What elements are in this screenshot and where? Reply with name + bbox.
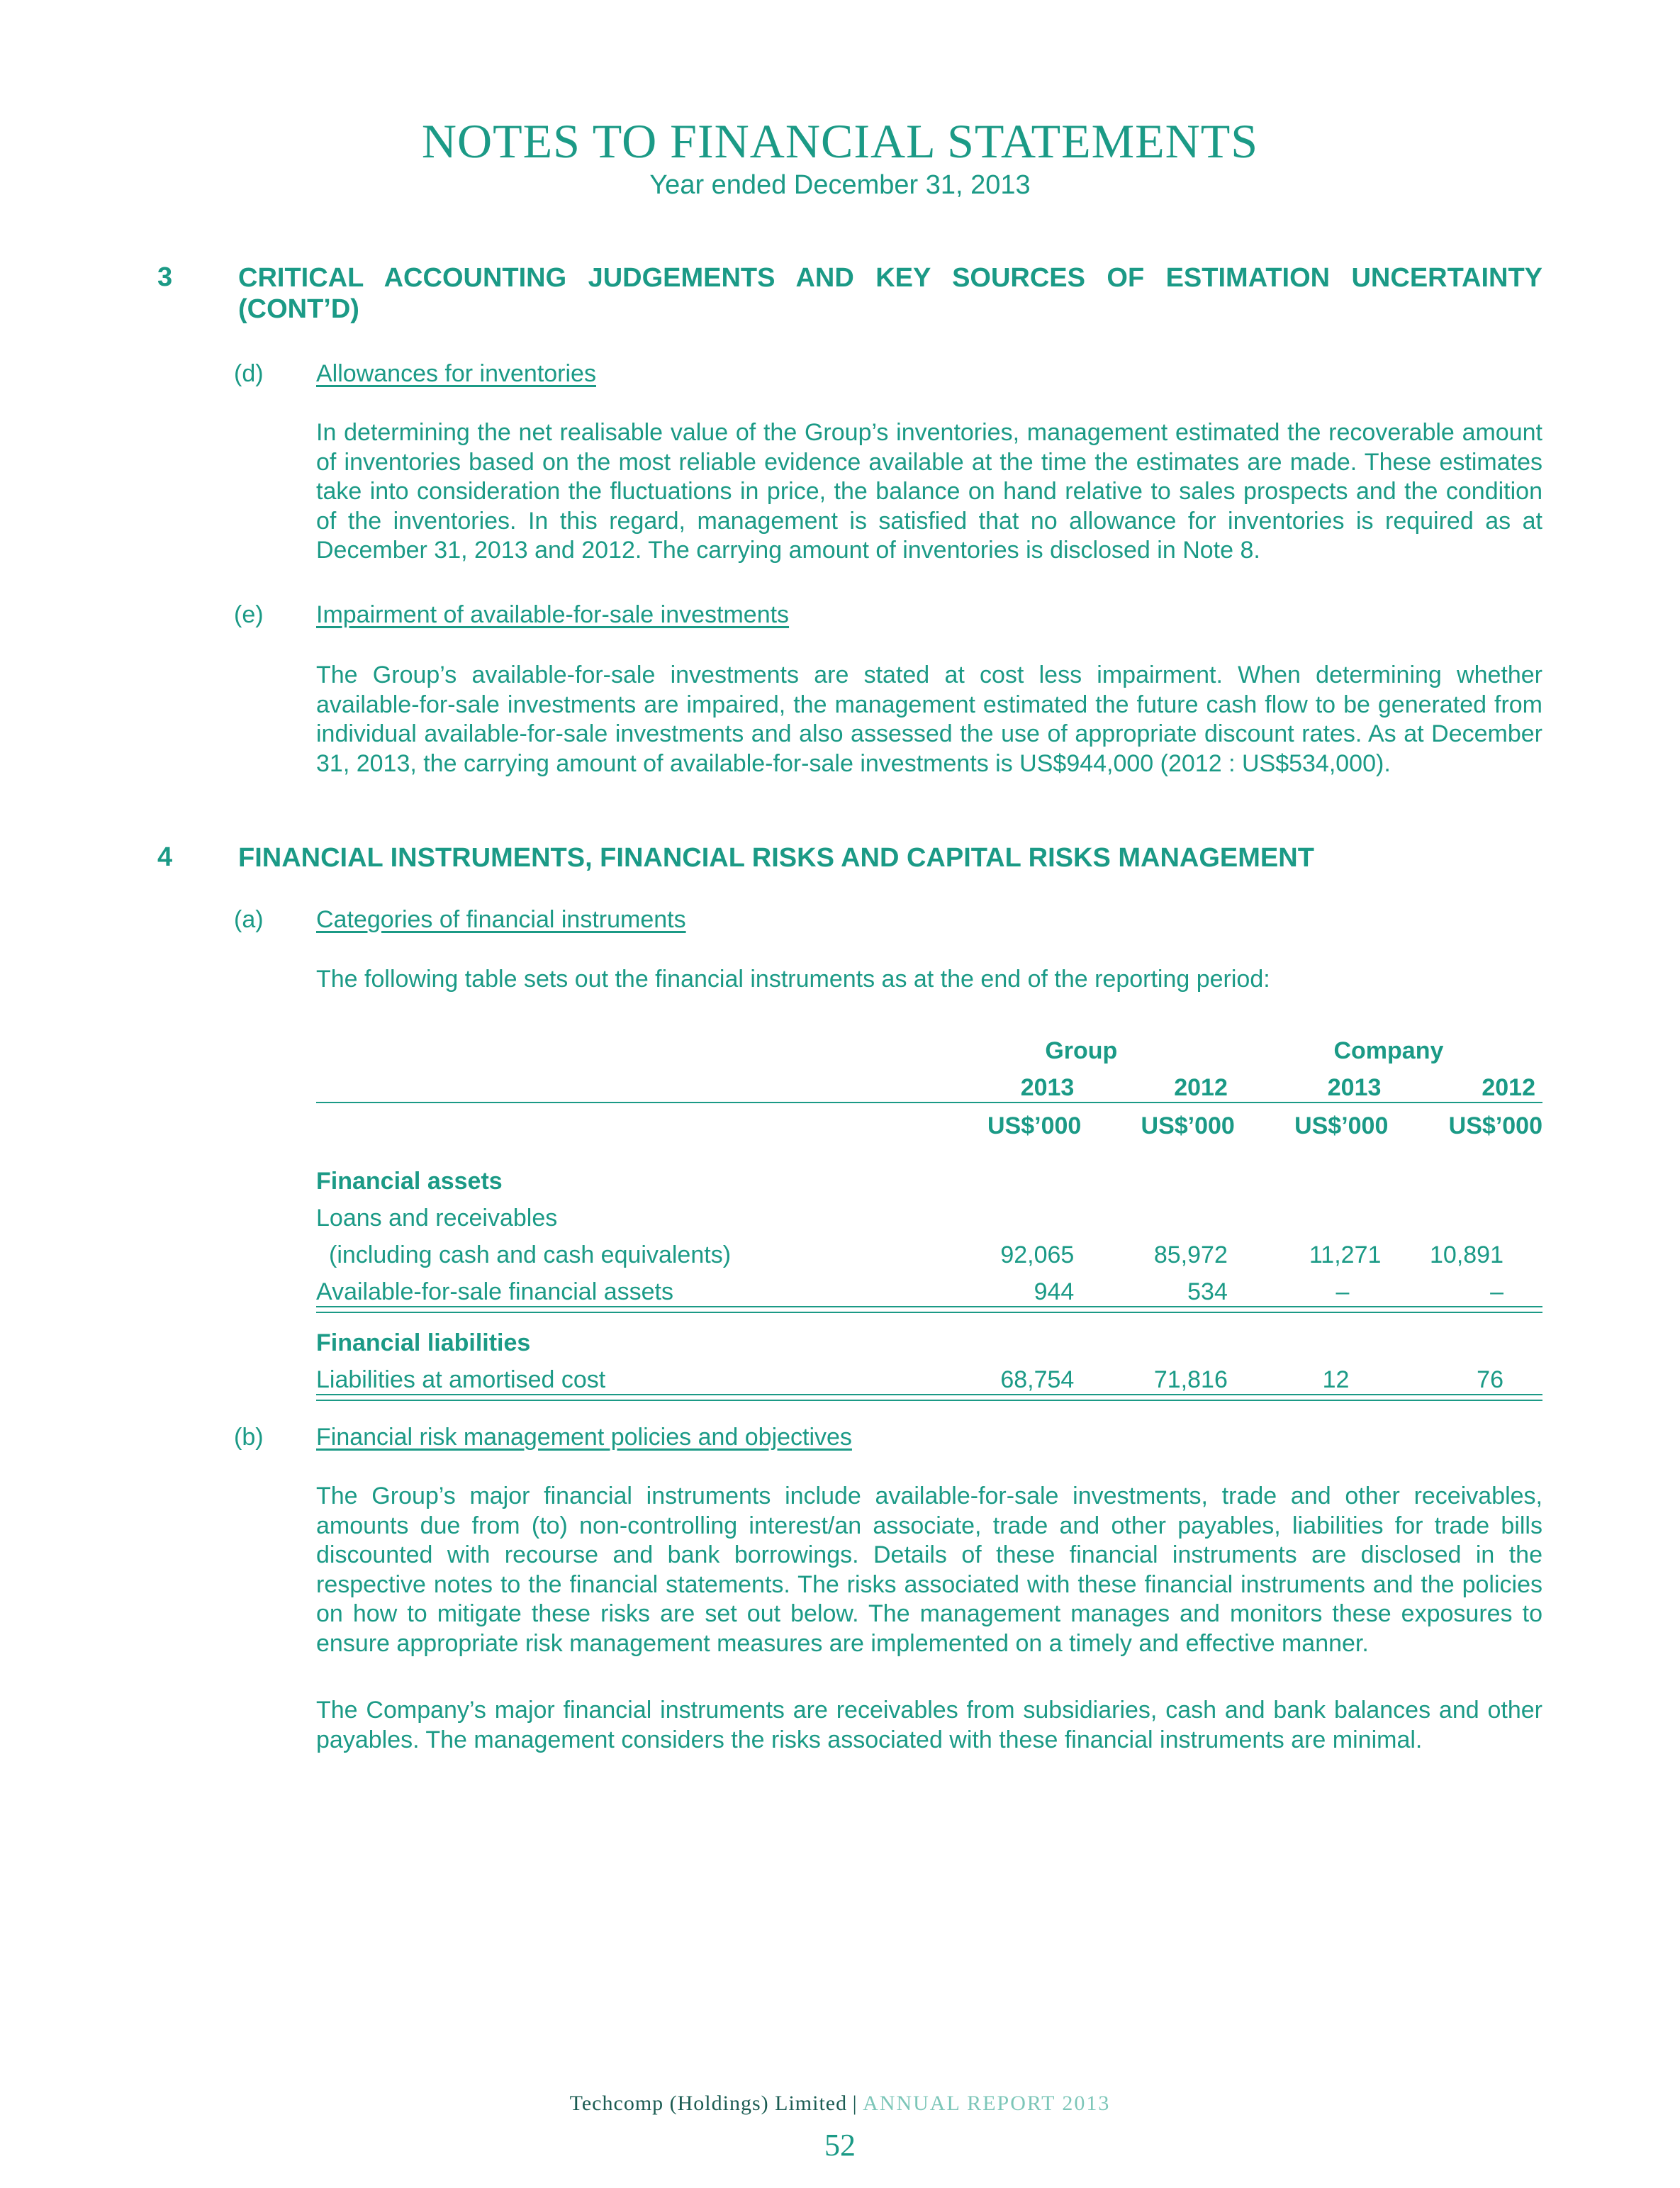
table-row xyxy=(316,1312,1542,1357)
year-header: 2013 xyxy=(1020,1074,1075,1101)
double-rule-row xyxy=(316,1307,1542,1312)
unit-header: US$’000 xyxy=(1388,1103,1542,1140)
section-4-number: 4 xyxy=(157,842,173,872)
section-4-title: FINANCIAL INSTRUMENTS, FINANCIAL RISKS AND CAPITAL RISKS MANAGEMENT xyxy=(238,843,1314,873)
section-3-number: 3 xyxy=(157,262,173,292)
company-header: Company xyxy=(1333,1037,1444,1064)
page-title: NOTES TO FINANCIAL STATEMENTS xyxy=(421,114,1259,168)
spacer-row xyxy=(316,1140,1542,1159)
page-subtitle: Year ended December 31, 2013 xyxy=(649,170,1031,200)
table-cell: 10,891 xyxy=(1430,1241,1503,1268)
unit-header: US$’000 xyxy=(928,1103,1082,1140)
note-4b-text-1: The Group’s major financial instruments include available-for-sale investments, trade and other receivables, amounts due from (to) non-controlling interest/an associate, trade and other payables, liabilities for trade bills discounted with recourse and bank borrowings. Details of these financial instruments are disclosed in the respective notes to the financial statements. The risks associated with these financial instruments and the policies on how to mitigate these risks are set out below. The management manages and monitors these exposures to ensure appropriate risk management measures are implemented on a timely and effective manner. xyxy=(316,1483,1542,1657)
table-header-row-years xyxy=(316,1065,1542,1103)
note-4a-title: Categories of financial instruments xyxy=(316,906,686,933)
table-row xyxy=(316,1357,1542,1395)
financial-instruments-table xyxy=(316,1028,1542,1401)
group-header: Group xyxy=(1045,1037,1118,1064)
year-header: 2012 xyxy=(1174,1074,1228,1101)
table-cell: 12 xyxy=(1235,1357,1389,1395)
table-cell: 534 xyxy=(1081,1269,1235,1307)
note-3d-letter: (d) xyxy=(234,360,264,387)
unit-header: US$’000 xyxy=(1235,1103,1389,1140)
table-row xyxy=(316,1159,1542,1195)
table-cell: 11,271 xyxy=(1309,1241,1382,1268)
table-row xyxy=(316,1195,1542,1232)
table-row xyxy=(316,1232,1542,1269)
note-4a-letter: (a) xyxy=(234,906,264,933)
financial-liabilities-heading: Financial liabilities xyxy=(316,1329,531,1356)
table-header-row-group xyxy=(316,1028,1542,1065)
table-header-row-units xyxy=(316,1103,1542,1140)
table-row xyxy=(316,1269,1542,1307)
note-4a-intro: The following table sets out the financial instruments as at the end of the reporting period: xyxy=(316,966,1270,993)
table-cell: 85,972 xyxy=(1153,1241,1228,1268)
loans-label-line1: Loans and receivables xyxy=(316,1205,558,1232)
note-4b-letter: (b) xyxy=(234,1424,264,1451)
note-3d-title: Allowances for inventories xyxy=(316,360,596,387)
table-cell: 68,754 xyxy=(928,1357,1082,1395)
section-3-title: CRITICAL ACCOUNTING JUDGEMENTS AND KEY SOURCES OF ESTIMATION UNCERTAINTY (CONT’D) xyxy=(238,263,1542,324)
unit-header: US$’000 xyxy=(1081,1103,1235,1140)
note-3e-letter: (e) xyxy=(234,601,264,628)
table-cell: – xyxy=(1235,1269,1389,1307)
liab-label: Liabilities at amortised cost xyxy=(316,1357,928,1395)
footer-separator: | xyxy=(852,2092,858,2115)
note-4b-title: Financial risk management policies and objectives xyxy=(316,1424,852,1451)
afs-label: Available-for-sale financial assets xyxy=(316,1269,928,1307)
table-cell: 71,816 xyxy=(1081,1357,1235,1395)
financial-assets-heading: Financial assets xyxy=(316,1168,503,1195)
note-3e-text: The Group’s available-for-sale investments are stated at cost less impairment. When determining whether available-for-sale investments are impaired, the management estimated the future cash flow to be generated from individual available-for-sale investments and also assessed the use of appropriate discount rates. As at December 31, 2013, the carrying amount of available-for-sale investments is US$944,000 (2012 : US$534,000). xyxy=(316,662,1542,777)
page-number: 52 xyxy=(824,2128,856,2162)
table-cell: 92,065 xyxy=(1000,1241,1075,1268)
table-cell: 944 xyxy=(928,1269,1082,1307)
note-4b-text-2: The Company’s major financial instruments are receivables from subsidiaries, cash and bank balances and other payables. The management considers the risks associated with these financial instruments are minimal. xyxy=(316,1697,1542,1753)
year-header: 2013 xyxy=(1327,1074,1382,1101)
table-cell: – xyxy=(1388,1269,1542,1307)
table-cell: 76 xyxy=(1388,1357,1542,1395)
loans-label-line2: (including cash and cash equivalents) xyxy=(329,1241,732,1268)
footer xyxy=(0,2092,1680,2116)
footer-company: Techcomp (Holdings) Limited xyxy=(569,2092,848,2115)
note-3d-text: In determining the net realisable value of the Group’s inventories, management estimated the recoverable amount of inventories based on the most reliable evidence available at the time the estimates are made. These estimates take into consideration the fluctuations in price, the balance on hand relative to sales prospects and the condition of the inventories. In this regard, management is satisfied that no allowance for inventories is required as at December 31, 2013 and 2012. The carrying amount of inventories is disclosed in Note 8. xyxy=(316,419,1542,564)
double-rule-row xyxy=(316,1395,1542,1400)
year-header: 2012 xyxy=(1482,1074,1535,1101)
footer-report: ANNUAL REPORT 2013 xyxy=(863,2092,1111,2115)
note-3e-title: Impairment of available-for-sale investments xyxy=(316,601,790,628)
